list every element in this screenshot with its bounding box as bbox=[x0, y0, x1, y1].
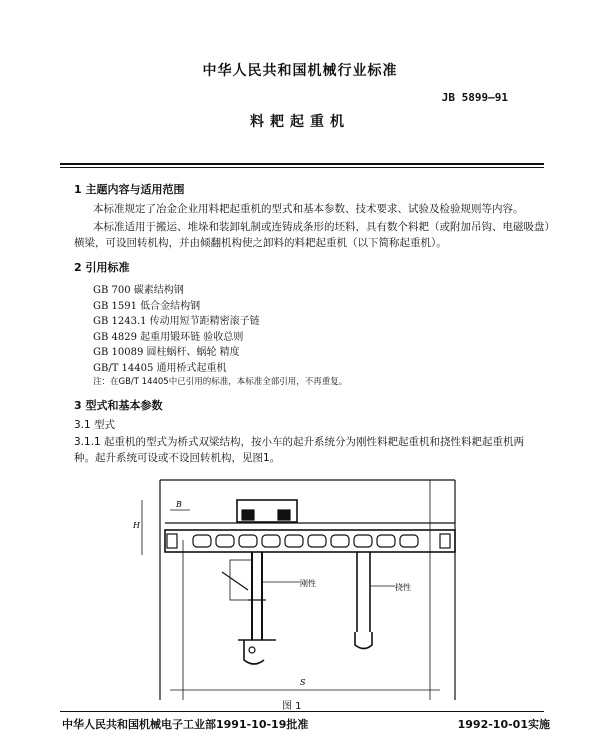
label-flex: 挠性 bbox=[395, 583, 411, 592]
ref-item: GB 1243.1 传动用短节距精密滚子链 bbox=[93, 316, 260, 327]
section-1-para-2-line-2: 横梁，可设回转机构，并由倾翻机构使之卸料的料耙起重机（以下简称起重机）。 bbox=[74, 237, 447, 249]
girder-window bbox=[308, 535, 326, 547]
end-truck-right bbox=[440, 534, 450, 548]
girder-window bbox=[354, 535, 372, 547]
ref-item: GB 700 碳素结构钢 bbox=[93, 285, 184, 296]
org-title: 中华人民共和国机械行业标准 bbox=[202, 63, 398, 79]
standard-number: JB 5899—91 bbox=[441, 91, 508, 104]
rigid-hook-pin bbox=[249, 647, 255, 653]
ref-note: 注：在GB/T 14405中已引用的标准，本标准全部引用，不再重复。 bbox=[93, 377, 348, 387]
dim-h-label: H bbox=[133, 521, 140, 530]
girder-window bbox=[216, 535, 234, 547]
figure-caption: 图 1 bbox=[282, 701, 302, 712]
section-3-1-1-line-2: 种。起升系统可设或不设回转机构，见图1。 bbox=[74, 452, 281, 464]
girder-window bbox=[239, 535, 257, 547]
section-3-1-1-line-1: 3.1.1 起重机的型式为桥式双梁结构，按小车的起升系统分为刚性料耙起重机和挠性料耙起重机两 bbox=[74, 436, 525, 448]
ref-item: GB 1591 低合金结构钢 bbox=[93, 301, 201, 312]
ref-item: GB 10089 圆柱蜗杆、蜗轮 精度 bbox=[93, 347, 240, 358]
implementation-date: 1992-10-01实施 bbox=[457, 718, 550, 731]
section-2-heading: 2 引用标准 bbox=[74, 261, 130, 274]
trolley-wheel bbox=[278, 510, 290, 520]
dim-b-label: B bbox=[176, 500, 182, 509]
ref-item: GB 4829 起重用锻环链 验收总则 bbox=[93, 332, 244, 343]
section-1-heading: 1 主题内容与适用范围 bbox=[74, 183, 185, 196]
ref-item: GB/T 14405 通用桥式起重机 bbox=[93, 363, 227, 374]
girder-window bbox=[377, 535, 395, 547]
section-3-heading: 3 型式和基本参数 bbox=[74, 399, 163, 412]
section-3-1-heading: 3.1 型式 bbox=[74, 419, 116, 431]
footer-rule bbox=[60, 711, 544, 712]
end-truck-left bbox=[167, 534, 177, 548]
girder-window bbox=[400, 535, 418, 547]
flex-hook bbox=[355, 632, 372, 649]
approval-note: 中华人民共和国机械电子工业部1991-10-19批准 bbox=[62, 718, 309, 731]
girder-window bbox=[331, 535, 349, 547]
rigid-arm bbox=[222, 572, 248, 590]
main-girder bbox=[165, 530, 455, 552]
label-rigid: 刚性 bbox=[300, 579, 316, 588]
section-1-para-1: 本标准规定了冶金企业用料耙起重机的型式和基本参数、技术要求、试验及检验规则等内容。 bbox=[93, 203, 524, 215]
girder-window bbox=[262, 535, 280, 547]
girder-window bbox=[193, 535, 211, 547]
girder-window bbox=[285, 535, 303, 547]
trolley-wheel bbox=[242, 510, 254, 520]
section-1-para-2-line-1: 本标准适用于搬运、堆垛和装卸轧制或连铸成条形的坯料，具有数个料耙（或附加吊钩、电磁吸盘） bbox=[93, 221, 555, 233]
document-title: 料耙起重机 bbox=[250, 114, 350, 130]
dim-s-label: S bbox=[300, 678, 306, 687]
